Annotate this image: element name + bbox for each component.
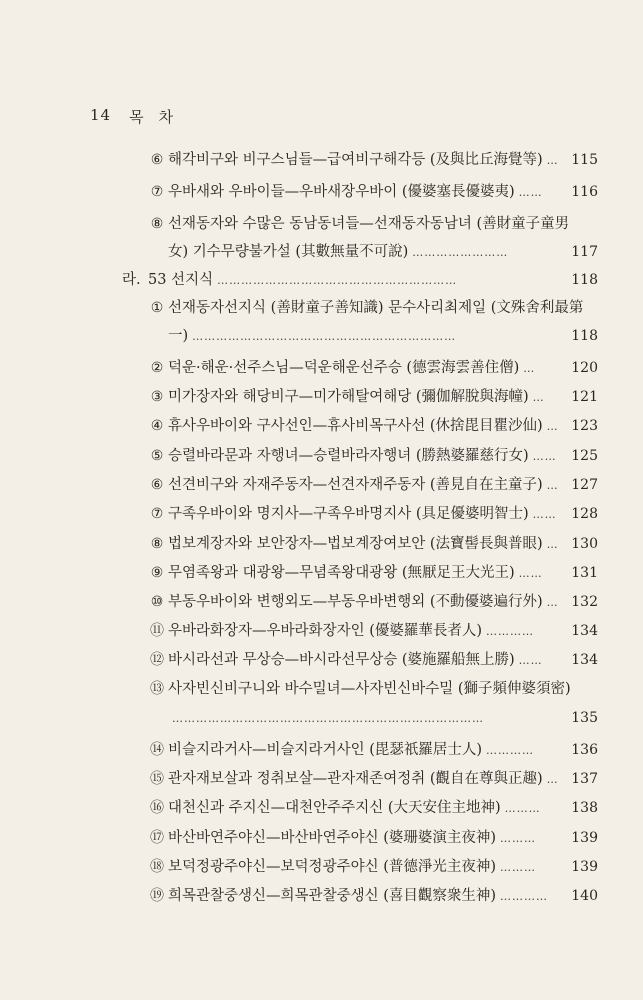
entry-page: 139 <box>571 830 598 846</box>
section-title: 53 선지식 <box>148 272 214 288</box>
entry-number: ⑱ <box>150 859 164 875</box>
entry-title-cont: 女) 기수무량불가설 (其數無量不可說) <box>168 244 409 260</box>
leader-dots: … <box>546 479 559 492</box>
toc-entry[interactable] <box>146 648 598 672</box>
leader-dots: … <box>546 538 559 551</box>
toc-entry-continuation[interactable] <box>168 706 598 730</box>
entry-page: 118 <box>571 328 598 344</box>
toc-entry[interactable] <box>146 385 598 409</box>
entry-number: ⑬ <box>150 681 164 697</box>
entry-number: ③ <box>150 389 164 405</box>
leader-dots: ………… <box>500 890 549 903</box>
toc-entry[interactable] <box>146 502 598 526</box>
toc-entry[interactable] <box>146 796 598 820</box>
entry-title: 휴사우바이와 구사선인—휴사비목구사선 (休捨毘目瞿沙仙) <box>168 418 543 434</box>
leader-dots: …………………… <box>412 246 509 259</box>
leader-dots: …………………………………………………… <box>217 274 458 287</box>
entry-page: 121 <box>571 389 598 405</box>
toc-entry[interactable] <box>146 561 598 585</box>
toc-entry[interactable] <box>146 855 598 879</box>
header-title-1: 목 <box>129 108 145 126</box>
entry-title: 선견비구와 자재주동자—선견자재주동자 (善見自在主童子) <box>168 477 543 493</box>
entry-title: 덕운·해운·선주스님—덕운해운선주승 (德雲海雲善住僧) <box>168 360 520 376</box>
leader-dots: … <box>546 596 559 609</box>
entry-title: 대천신과 주지신—대천안주주지신 (大天安住主地神) <box>168 800 501 816</box>
entry-number: ⑰ <box>150 830 164 846</box>
toc-entry[interactable] <box>146 590 598 614</box>
running-header <box>90 106 174 127</box>
leader-dots: ……… <box>504 802 541 815</box>
entry-title: 선재동자와 수많은 동남동녀들—선재동자동남녀 (善財童子童男 <box>168 216 570 232</box>
toc-entry-continuation[interactable] <box>168 240 598 264</box>
entry-page: 115 <box>571 152 598 168</box>
entry-number: ⑪ <box>150 623 164 639</box>
toc-entry[interactable] <box>146 148 598 172</box>
entry-title: 해각비구와 비구스님들—급여비구해각등 (及與比丘海覺等) <box>168 152 543 168</box>
entry-number: ⑥ <box>150 152 164 168</box>
leader-dots: ………… <box>486 625 535 638</box>
toc-entry[interactable] <box>146 180 598 204</box>
entry-number: ⑫ <box>150 652 164 668</box>
toc-entry[interactable] <box>146 619 598 643</box>
entry-page: 130 <box>571 536 598 552</box>
entry-title: 관자재보살과 정취보살—관자재존여정취 (觀自在尊與正趣) <box>168 771 543 787</box>
leader-dots: … <box>546 773 559 786</box>
entry-title: 무염족왕과 대광왕—무념족왕대광왕 (無厭足王大光王) <box>168 565 515 581</box>
toc-entry[interactable] <box>146 884 598 908</box>
toc-entry[interactable] <box>146 444 598 468</box>
entry-page: 135 <box>571 710 598 726</box>
entry-number: ⑥ <box>150 477 164 493</box>
entry-title: 미가장자와 해당비구—미가해탈여해당 (彌伽解脫與海幢) <box>168 389 529 405</box>
entry-title: 보덕정광주야신—보덕정광주야신 (普德淨光主夜神) <box>168 859 497 875</box>
leader-dots: …… <box>532 508 557 521</box>
entry-number: ⑨ <box>150 565 164 581</box>
leader-dots: … <box>546 420 559 433</box>
toc-entry-continuation[interactable] <box>168 324 598 348</box>
toc-entry[interactable] <box>146 473 598 497</box>
entry-page: 116 <box>571 184 598 200</box>
toc-entry[interactable] <box>146 767 598 791</box>
entry-page: 132 <box>571 594 598 610</box>
entry-number: ⑧ <box>150 216 164 232</box>
entry-page: 134 <box>571 623 598 639</box>
entry-title-cont: 一) <box>168 328 189 344</box>
entry-number: ② <box>150 360 164 376</box>
leader-dots: ……… <box>500 832 537 845</box>
entry-number: ④ <box>150 418 164 434</box>
toc-entry[interactable] <box>146 677 598 701</box>
leader-dots: …… <box>532 450 557 463</box>
entry-title: 사자빈신비구니와 바수밀녀—사자빈신바수밀 (獅子頻伸婆須密) <box>168 681 571 697</box>
entry-title: 선재동자선지식 (善財童子善知識) 문수사리최제일 (文殊舍利最第 <box>168 300 584 316</box>
entry-number: ⑭ <box>150 742 164 758</box>
leader-dots: ……… <box>500 861 537 874</box>
entry-number: ⑦ <box>150 506 164 522</box>
leader-dots: ………………………………………………………… <box>192 330 457 343</box>
leader-dots: …… <box>518 186 543 199</box>
toc-section[interactable] <box>122 268 598 292</box>
entry-page: 128 <box>571 506 598 522</box>
toc-entry[interactable] <box>146 738 598 762</box>
page-number: 14 <box>90 106 112 124</box>
entry-page: 140 <box>571 888 598 904</box>
entry-number: ⑯ <box>150 800 164 816</box>
entry-number: ⑮ <box>150 771 164 787</box>
entry-title: 바산바연주야신—바산바연주야신 (婆珊婆演主夜神) <box>168 830 497 846</box>
entry-number: ⑧ <box>150 536 164 552</box>
entry-title: 희목관찰중생신—희목관찰중생신 (喜目觀察衆生神) <box>168 888 497 904</box>
entry-number: ⑦ <box>150 184 164 200</box>
leader-dots: …………………………………………………………………… <box>172 712 484 725</box>
entry-page: 120 <box>571 360 598 376</box>
entry-page: 137 <box>571 771 598 787</box>
leader-dots: … <box>523 362 536 375</box>
leader-dots: …… <box>518 654 543 667</box>
leader-dots: … <box>532 391 545 404</box>
entry-page: 117 <box>571 244 598 260</box>
entry-page: 125 <box>571 448 598 464</box>
leader-dots: … <box>546 154 559 167</box>
entry-title: 부동우바이와 변행외도—부동우바변행외 (不動優婆遍行外) <box>168 594 543 610</box>
toc-entry[interactable] <box>146 826 598 850</box>
entry-page: 127 <box>571 477 598 493</box>
leader-dots: ………… <box>486 744 535 757</box>
entry-page: 131 <box>571 565 598 581</box>
toc-entry[interactable] <box>146 532 598 556</box>
toc-entry[interactable] <box>146 212 598 236</box>
toc-entry[interactable] <box>146 414 598 438</box>
entry-number: ⑩ <box>150 594 164 610</box>
leader-dots: …… <box>518 567 543 580</box>
entry-title: 법보계장자와 보안장자—법보계장여보안 (法寶髻長與普眼) <box>168 536 543 552</box>
entry-page: 138 <box>571 800 598 816</box>
entry-title: 우바새와 우바이들—우바새장우바이 (優婆塞長優婆夷) <box>168 184 515 200</box>
entry-page: 136 <box>571 742 598 758</box>
entry-title: 바시라선과 무상승—바시라선무상승 (婆施羅船無上勝) <box>168 652 515 668</box>
entry-title: 비슬지라거사—비슬지라거사인 (毘瑟祇羅居士人) <box>168 742 483 758</box>
entry-page: 134 <box>571 652 598 668</box>
entry-page: 118 <box>571 272 598 288</box>
section-number: 라. <box>122 272 141 288</box>
entry-number: ① <box>150 300 164 316</box>
header-title-2: 차 <box>158 108 175 126</box>
entry-page: 123 <box>571 418 598 434</box>
entry-number: ⑲ <box>150 888 164 904</box>
entry-page: 139 <box>571 859 598 875</box>
entry-title: 우바라화장자—우바라화장자인 (優婆羅華長者人) <box>168 623 483 639</box>
entry-number: ⑤ <box>150 448 164 464</box>
toc-entry[interactable] <box>146 296 598 320</box>
entry-title: 승렬바라문과 자행녀—승렬바라자행녀 (勝熱婆羅慈行女) <box>168 448 529 464</box>
entry-title: 구족우바이와 명지사—구족우바명지사 (具足優婆明智士) <box>168 506 529 522</box>
toc-entry[interactable] <box>146 356 598 380</box>
